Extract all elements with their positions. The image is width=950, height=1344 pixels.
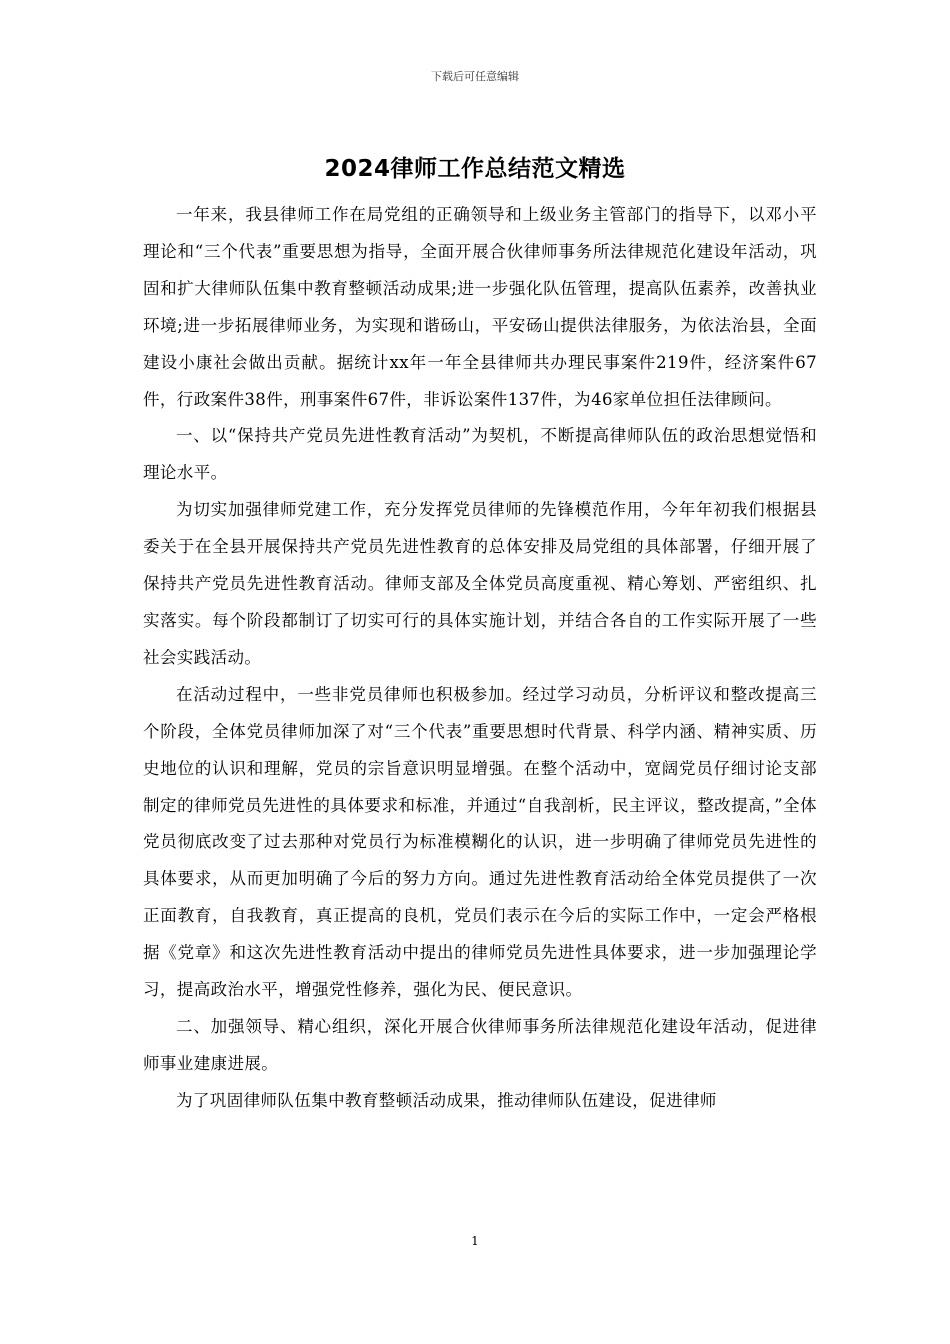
document-title: 2024律师工作总结范文精选: [324, 156, 626, 182]
paragraph-section-2-heading: 二、加强领导、精心组织，深化开展合伙律师事务所法律规范化建设年活动，促进律师事业建康进展。: [143, 1016, 817, 1073]
document-body: [143, 197, 817, 1120]
paragraph-consolidation: 为了巩固律师队伍集中教育整顿活动成果，推动律师队伍建设，促进律师: [176, 1090, 717, 1110]
paragraph-intro: 一年来，我县律师工作在局党组的正确领导和上级业务主管部门的指导下，以邓小平理论和“三个代表”重要思想为指导，全面开展合伙律师事务所法律规范化建设年活动，巩固和扩大律师队伍集中教育整顿活动成果;进一步强化队伍管理，提高队伍素养，改善执业环境;进一步拓展律师业务，为实现和谐砀山，平安砀山提供法律服务，为依法治县，全面建设小康社会做出贡献。据统计xx年一年全县律师共办理民事案件219件，经济案件67件，行政案件38件，刑事案件67件，非诉讼案件137件，为46家单位担任法律顾问。: [143, 205, 817, 409]
page-number: 1: [471, 1234, 479, 1248]
paragraph-section-1-heading: 一、以“保持共产党员先进性教育活动”为契机，不断提高律师队伍的政治思想觉悟和理论水平。: [143, 426, 817, 483]
paragraph-activity-process: 在活动过程中，一些非党员律师也积极参加。经过学习动员，分析评议和整改提高三个阶段，全体党员律师加深了对“三个代表”重要思想时代背景、科学内涵、精神实质、历史地位的认识和理解，党员的宗旨意识明显增强。在整个活动中，宽阔党员仔细讨论支部制定的律师党员先进性的具体要求和标准，并通过“自我剖析，民主评议，整改提高，”全体党员彻底改变了过去那种对党员行为标准模糊化的认识，进一步明确了律师党员先进性的具体要求，从而更加明确了今后的努力方向。通过先进性教育活动给全体党员提供了一次正面教育，自我教育，真正提高的良机，党员们表示在今后的实际工作中，一定会严格根据《党章》和这次先进性教育活动中提出的律师党员先进性具体要求，进一步加强理论学习，提高政治水平，增强党性修养，强化为民、便民意识。: [143, 684, 817, 1000]
paragraph-party-building: 为切实加强律师党建工作，充分发挥党员律师的先锋模范作用，今年年初我们根据县委关于在全县开展保持共产党员先进性教育的总体安排及局党组的具体部署，仔细开展了保持共产党员先进性教育活动。律师支部及全体党员高度重视、精心筹划、严密组织、扎实落实。每个阶段都制订了切实可行的具体实施计划，并结合各自的工作实际开展了一些社会实践活动。: [143, 500, 817, 667]
download-note: 下载后可任意编辑: [431, 70, 519, 83]
